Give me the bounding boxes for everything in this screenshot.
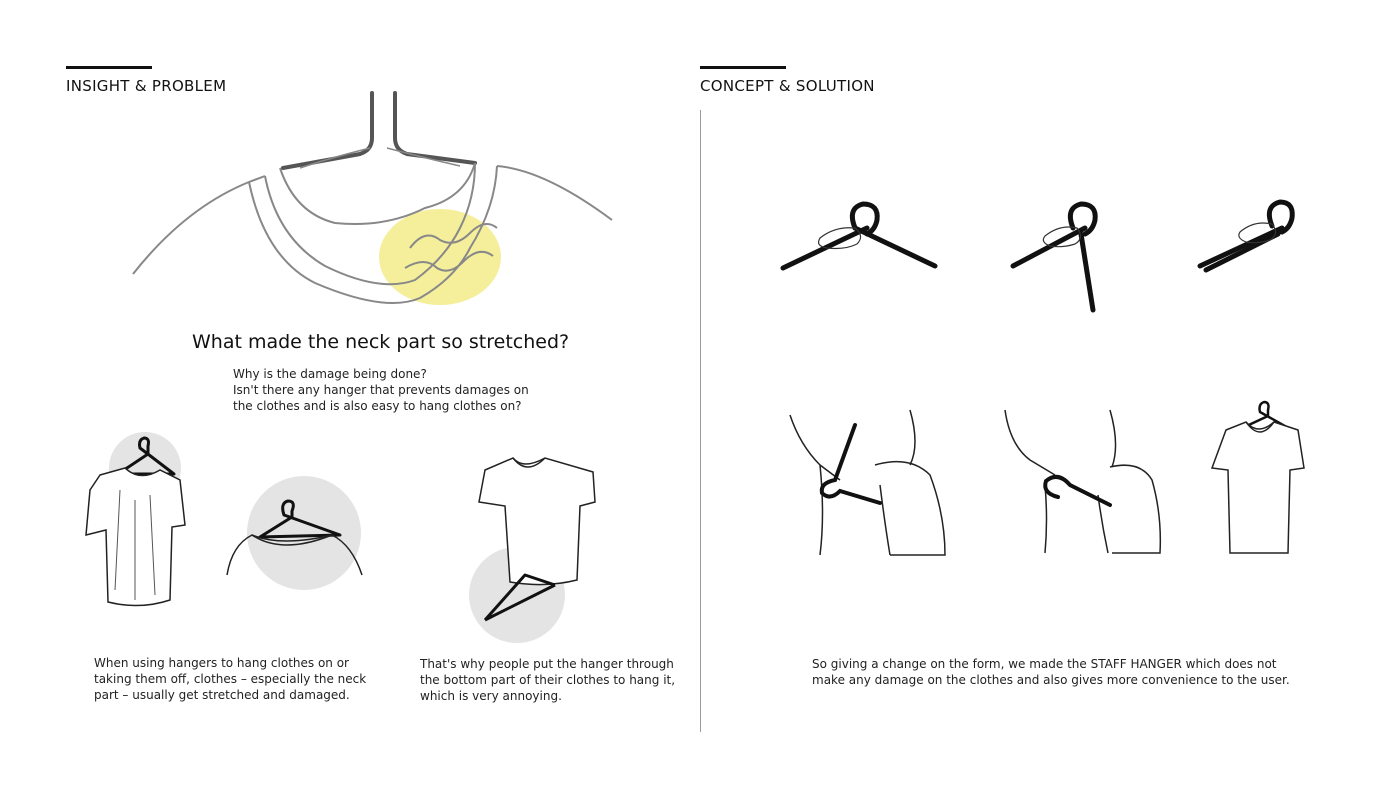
caption-bottom-hang bbox=[420, 656, 675, 704]
question-subtext bbox=[233, 366, 529, 414]
person-arms bbox=[1005, 410, 1116, 475]
caption-line: That's why people put the hanger through bbox=[420, 657, 674, 671]
person-torso bbox=[820, 465, 890, 555]
staff-hanger-half-illustration bbox=[1005, 198, 1125, 318]
subtext-line: Why is the damage being done? bbox=[233, 367, 427, 381]
hanger-arm-left bbox=[1200, 228, 1282, 266]
column-divider bbox=[700, 110, 701, 732]
neck-hanger-closeup-illustration bbox=[222, 475, 372, 595]
right-heading-rule bbox=[700, 66, 786, 69]
hand-sketch bbox=[1043, 227, 1080, 247]
caption-line: So giving a change on the form, we made the STAFF HANGER which does not bbox=[812, 657, 1277, 671]
usage-hanger bbox=[1045, 477, 1110, 505]
usage-step-hook-illustration bbox=[1000, 405, 1170, 560]
hanging-tshirt-illustration bbox=[80, 430, 190, 615]
shirt-bottom-hang-illustration bbox=[465, 450, 605, 650]
hanger-arm-right bbox=[855, 228, 935, 266]
left-heading-rule bbox=[66, 66, 152, 69]
caption-line: make any damage on the clothes and also gives more convenience to the user. bbox=[812, 673, 1290, 687]
right-section-heading: CONCEPT & SOLUTION bbox=[700, 77, 875, 95]
caption-line: taking them off, clothes – especially the neck bbox=[94, 672, 367, 686]
shirt-shoulders bbox=[133, 166, 612, 274]
staff-hanger-open-illustration bbox=[775, 198, 945, 288]
caption-line: part – usually get stretched and damaged. bbox=[94, 688, 350, 702]
caption-line: When using hangers to hang clothes on or bbox=[94, 656, 349, 670]
hanger-arm-down bbox=[1081, 234, 1093, 310]
usage-step-hung-illustration bbox=[1208, 398, 1308, 558]
shirt-held bbox=[1110, 465, 1160, 553]
caption-line: the bottom part of their clothes to hang it, bbox=[420, 673, 676, 687]
subtext-line: the clothes and is also easy to hang clothes on? bbox=[233, 399, 522, 413]
stretched-neck-illustration bbox=[125, 88, 625, 318]
caption-line: which is very annoying. bbox=[420, 689, 562, 703]
hanger-hook bbox=[283, 93, 475, 168]
caption-neck-damage bbox=[94, 655, 366, 703]
subtext-line: Isn't there any hanger that prevents damages on bbox=[233, 383, 529, 397]
staff-hanger-closed-illustration bbox=[1192, 198, 1302, 288]
result-shirt bbox=[1212, 422, 1304, 553]
person-arms bbox=[790, 410, 915, 480]
shirt-held bbox=[875, 462, 945, 555]
left-section-heading: INSIGHT & PROBLEM bbox=[66, 77, 227, 95]
main-question: What made the neck part so stretched? bbox=[192, 331, 570, 353]
caption-staff-hanger bbox=[812, 656, 1290, 688]
usage-hanger bbox=[822, 425, 880, 503]
usage-step-insert-illustration bbox=[780, 405, 950, 560]
